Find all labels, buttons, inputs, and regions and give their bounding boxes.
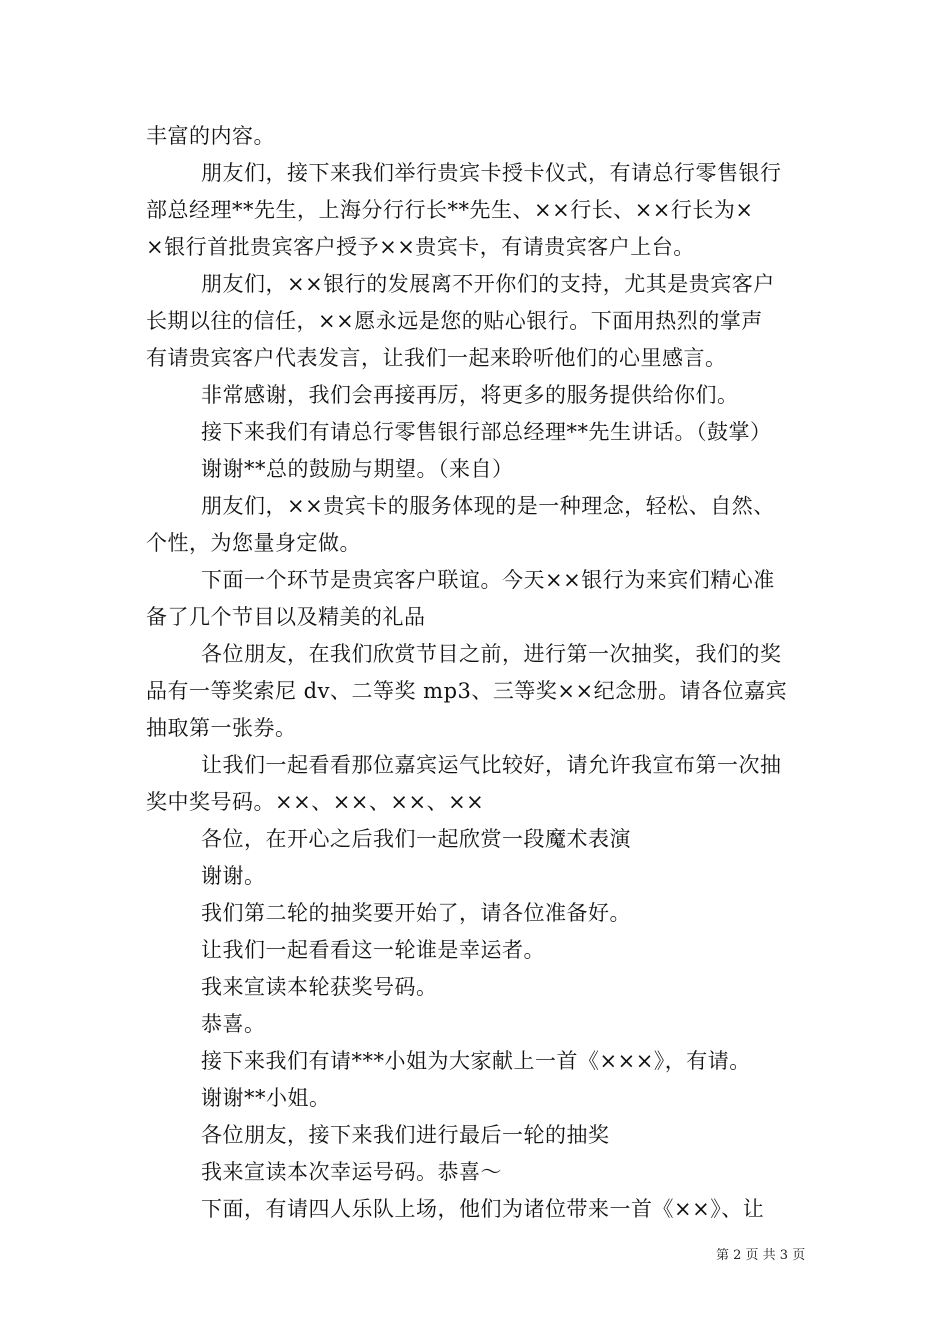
text-line: 朋友们，接下来我们举行贵宾卡授卡仪式，有请总行零售银行 bbox=[201, 161, 782, 185]
text-line: 谢谢**小姐。 bbox=[201, 1086, 331, 1110]
text-line: 各位朋友，在我们欣赏节目之前，进行第一次抽奖，我们的奖 bbox=[201, 642, 782, 666]
text-line: 朋友们，××银行的发展离不开你们的支持，尤其是贵宾客户 bbox=[201, 272, 775, 296]
text-line: 有请贵宾客户代表发言，让我们一起来聆听他们的心里感言。 bbox=[146, 346, 727, 370]
text-line: 各位朋友，接下来我们进行最后一轮的抽奖 bbox=[201, 1123, 610, 1147]
text-line: 接下来我们有请总行零售银行部总经理**先生讲话。（鼓掌） bbox=[201, 420, 772, 444]
text-line: 让我们一起看看那位嘉宾运气比较好，请允许我宣布第一次抽 bbox=[201, 753, 782, 777]
text-line: 谢谢**总的鼓励与期望。（来自） bbox=[201, 457, 514, 481]
text-line: 部总经理**先生，上海分行行长**先生、××行长、××行长为× bbox=[146, 198, 754, 222]
text-line: 我来宣读本次幸运号码。恭喜～ bbox=[201, 1160, 502, 1184]
text-line: 品有一等奖索尼 dv、二等奖 mp3、三等奖××纪念册。请各位嘉宾 bbox=[146, 679, 788, 703]
text-line: 朋友们，××贵宾卡的服务体现的是一种理念，轻松、自然、 bbox=[201, 494, 775, 518]
text-line: 非常感谢，我们会再接再厉，将更多的服务提供给你们。 bbox=[201, 383, 739, 407]
text-line: 下面一个环节是贵宾客户联谊。今天××银行为来宾们精心准 bbox=[201, 568, 775, 592]
text-line: 长期以往的信任，××愿永远是您的贴心银行。下面用热烈的掌声 bbox=[146, 309, 763, 333]
text-line: 各位，在开心之后我们一起欣赏一段魔术表演 bbox=[201, 827, 631, 851]
text-line: 个性，为您量身定做。 bbox=[146, 531, 361, 555]
text-line: 接下来我们有请***小姐为大家献上一首《×××》，有请。 bbox=[201, 1049, 751, 1073]
text-line: 我来宣读本轮获奖号码。 bbox=[201, 975, 438, 999]
text-line: 恭喜。 bbox=[201, 1012, 266, 1036]
page-number-footer: 第 2 页 共 3 页 bbox=[716, 1248, 806, 1263]
text-line: ×银行首批贵宾客户授予××贵宾卡，有请贵宾客户上台。 bbox=[146, 235, 695, 259]
text-line: 奖中奖号码。××、××、××、×× bbox=[146, 790, 485, 814]
text-line: 抽取第一张券。 bbox=[146, 716, 297, 740]
text-line: 丰富的内容。 bbox=[146, 124, 275, 148]
text-line: 让我们一起看看这一轮谁是幸运者。 bbox=[201, 938, 545, 962]
document-body bbox=[146, 118, 806, 1228]
text-line: 备了几个节目以及精美的礼品 bbox=[146, 605, 426, 629]
text-line: 下面，有请四人乐队上场，他们为诸位带来一首《××》、让 bbox=[201, 1197, 765, 1221]
text-line: 我们第二轮的抽奖要开始了，请各位准备好。 bbox=[201, 901, 631, 925]
text-line: 谢谢。 bbox=[201, 864, 266, 888]
